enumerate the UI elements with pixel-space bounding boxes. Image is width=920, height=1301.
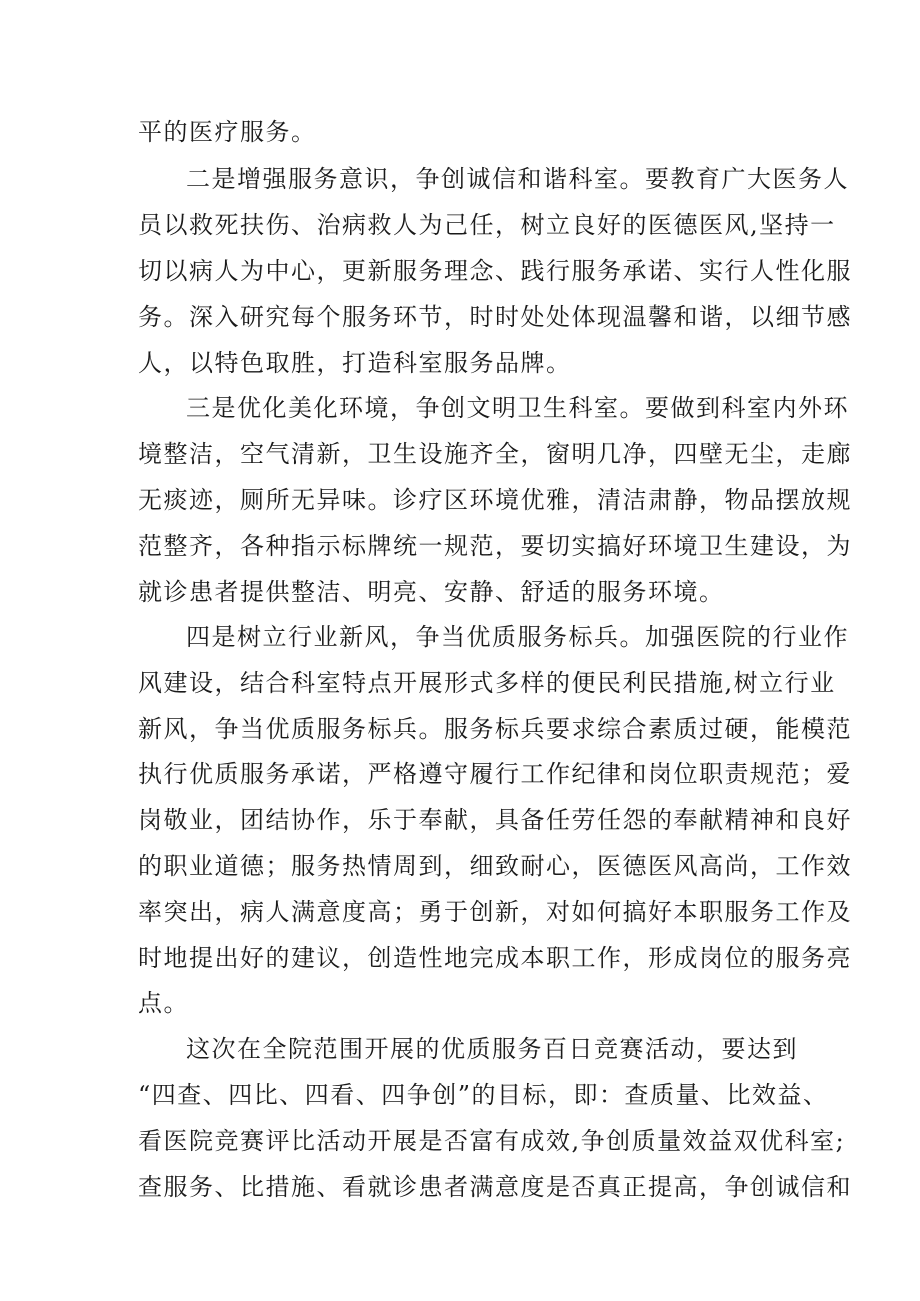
- text-line: 新风，争当优质服务标兵。服务标兵要求综合素质过硬，能模范: [138, 715, 852, 743]
- paragraph-start-line: 四是树立行业新风，争当优质服务标兵。加强医院的行业作: [186, 623, 849, 651]
- text-line: 看医院竞赛评比活动开展是否富有成效,争创质量效益双优科室;: [138, 1127, 846, 1155]
- text-line: 人，以特色取胜，打造科室服务品牌。: [138, 349, 572, 377]
- paragraph-start-line: 二是增强服务意识，争创诚信和谐科室。要教育广大医务人: [186, 165, 849, 193]
- text-line: 务。深入研究每个服务环节，时时处处体现温馨和谐，以细节感: [138, 303, 852, 331]
- text-line: 员以救死扶伤、治病救人为己任，树立良好的医德医风,坚持一: [138, 211, 836, 239]
- text-line: 就诊患者提供整洁、明亮、安静、舒适的服务环境。: [138, 578, 725, 606]
- text-line: 无痰迹，厕所无异味。诊疗区环境优雅，清洁肃静，物品摆放规: [138, 486, 852, 514]
- text-line: 时地提出好的建议，创造性地完成本职工作，形成岗位的服务亮: [138, 944, 852, 972]
- paragraph-start-line: 这次在全院范围开展的优质服务百日竞赛活动，要达到: [186, 1035, 798, 1063]
- paragraph-start-line: 三是优化美化环境，争创文明卫生科室。要做到科室内外环: [186, 394, 849, 422]
- text-line: 风建设，结合科室特点开展形式多样的便民利民措施,树立行业: [138, 669, 836, 697]
- text-line: 境整洁，空气清新，卫生设施齐全，窗明几净，四壁无尘，走廊: [138, 440, 852, 468]
- text-line: 率突出，病人满意度高；勇于创新，对如何搞好本职服务工作及: [138, 898, 852, 926]
- text-line: 的职业道德；服务热情周到，细致耐心，医德医风高尚，工作效: [138, 852, 852, 880]
- text-line: 岗敬业，团结协作，乐于奉献，具备任劳任怨的奉献精神和良好: [138, 806, 852, 834]
- text-line: 执行优质服务承诺，严格遵守履行工作纪律和岗位职责规范；爱: [138, 760, 852, 788]
- text-line: “四查、四比、四看、四争创”的目标，即：查质量、比效益、: [138, 1081, 829, 1109]
- text-line: 点。: [138, 989, 189, 1017]
- text-line: 平的医疗服务。: [138, 118, 317, 146]
- text-line: 切以病人为中心，更新服务理念、践行服务承诺、实行人性化服: [138, 257, 852, 285]
- text-line: 范整齐，各种指示标牌统一规范，要切实搞好环境卫生建设，为: [138, 532, 852, 560]
- text-line: 查服务、比措施、看就诊患者满意度是否真正提高，争创诚信和: [138, 1173, 852, 1201]
